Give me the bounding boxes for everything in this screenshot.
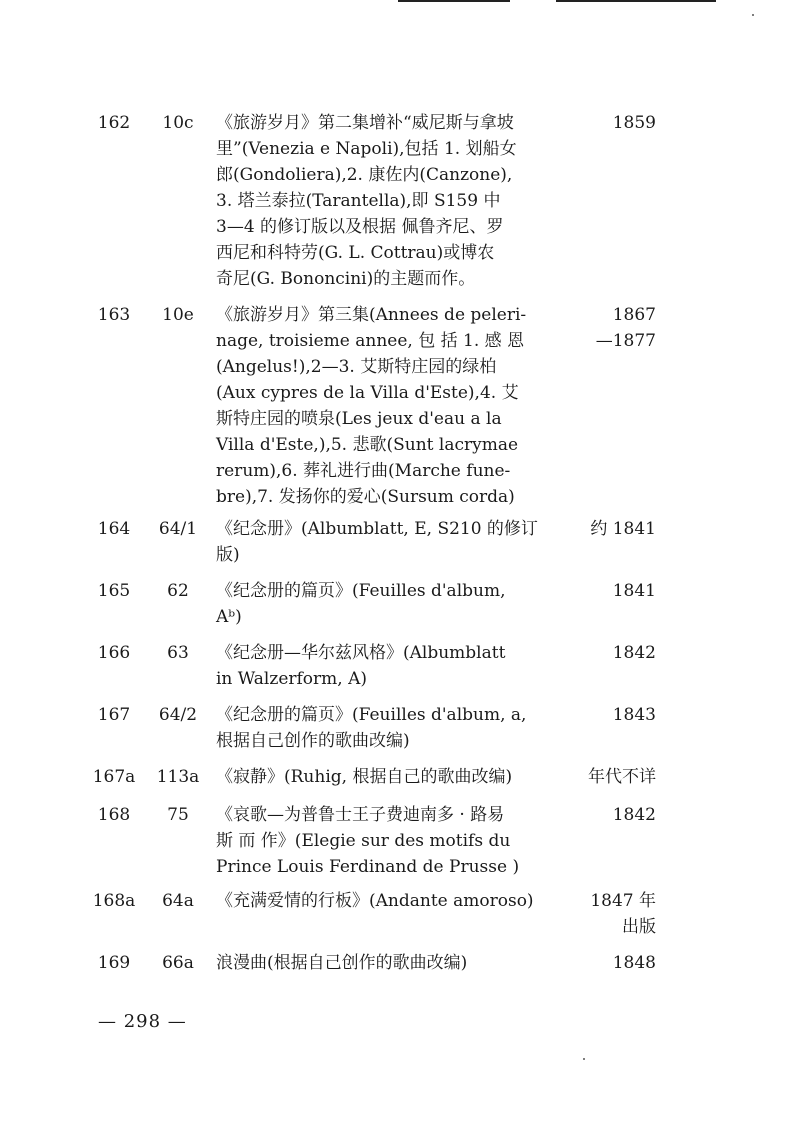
- work-title-line: 《纪念册》(Albumblatt, E, S210 的修订: [216, 519, 538, 539]
- entry-number: 162: [97, 113, 131, 133]
- work-title: [216, 640, 566, 692]
- work-title: [216, 578, 566, 630]
- work-title-line: Villa d'Este,),5. 悲歌(Sunt lacrymae: [216, 435, 519, 455]
- composition-year: [572, 888, 656, 940]
- year-line: 1848: [612, 953, 656, 973]
- work-title-line: bre),7. 发扬你的爱心(Sursum corda): [216, 487, 515, 507]
- work-title-line: (Angelus!),2—3. 艾斯特庄园的绿柏: [216, 357, 497, 377]
- catalog-number: 75: [167, 805, 189, 825]
- year-line: 1859: [612, 113, 656, 133]
- scan-speck: [752, 14, 754, 16]
- catalog-number: 63: [167, 643, 189, 663]
- composition-year: [572, 640, 656, 666]
- composition-year: [572, 302, 656, 354]
- work-title-line: 里”(Venezia e Napoli),包括 1. 划船女: [216, 139, 517, 159]
- catalog-number: 64/1: [158, 519, 198, 539]
- work-title-line: 《纪念册的篇页》(Feuilles d'album, a,: [216, 705, 527, 725]
- year-line: 1842: [612, 805, 656, 825]
- composition-year: [572, 110, 656, 136]
- composition-year: [572, 578, 656, 604]
- scan-speck: [583, 1058, 585, 1060]
- work-title-line: 根据自己创作的歌曲改编): [216, 731, 410, 751]
- work-title-line: 郎(Gondoliera),2. 康佐内(Canzone),: [216, 165, 513, 185]
- year-line: —1877: [595, 331, 656, 351]
- entry-number: 168a: [92, 891, 136, 911]
- work-title-line: 浪漫曲(根据自己创作的歌曲改编): [216, 953, 468, 973]
- work-title-line: 斯 而 作》(Elegie sur des motifs du: [216, 831, 511, 851]
- work-title: [216, 516, 566, 568]
- catalog-number: 64/2: [158, 705, 198, 725]
- work-title-line: 3—4 的修订版以及根据 佩鲁齐尼、罗: [216, 217, 504, 237]
- work-title-line: 《寂静》(Ruhig, 根据自己的歌曲改编): [216, 767, 513, 787]
- work-title-line: rerum),6. 葬礼进行曲(Marche fune-: [216, 461, 511, 481]
- work-title-line: 《旅游岁月》第二集增补“威尼斯与拿坡: [216, 113, 514, 133]
- catalog-number: 10c: [162, 113, 194, 133]
- composition-year: [572, 764, 656, 790]
- work-title-line: Aᵇ): [216, 607, 242, 627]
- work-title: [216, 110, 566, 292]
- work-title-line: 《纪念册—华尔兹风格》(Albumblatt: [216, 643, 506, 663]
- year-line: 约 1841: [590, 519, 656, 539]
- work-title-line: 《哀歌—为普鲁士王子费迪南多 · 路易: [216, 805, 505, 825]
- work-title-line: Prince Louis Ferdinand de Prusse ): [216, 857, 520, 877]
- year-line: 年代不详: [588, 767, 656, 787]
- top-rule-left: [398, 0, 510, 2]
- catalog-number: 62: [167, 581, 189, 601]
- composition-year: [572, 950, 656, 976]
- year-line: 1841: [612, 581, 656, 601]
- work-title-line: 奇尼(G. Bononcini)的主题而作。: [216, 269, 476, 289]
- work-title: [216, 302, 566, 510]
- work-title: [216, 764, 566, 790]
- work-title: [216, 802, 566, 880]
- work-title: [216, 888, 566, 914]
- entry-number: 169: [97, 953, 131, 973]
- work-title-line: nage, troisieme annee, 包 括 1. 感 恩: [216, 331, 525, 351]
- composition-year: [572, 802, 656, 828]
- work-title-line: 《纪念册的篇页》(Feuilles d'album,: [216, 581, 506, 601]
- catalog-number: 10e: [162, 305, 194, 325]
- work-title-line: in Walzerform, A): [216, 669, 367, 689]
- page-number: — 298 —: [98, 1011, 187, 1032]
- work-title-line: 《充满爱情的行板》(Andante amoroso): [216, 891, 534, 911]
- entry-number: 166: [97, 643, 131, 663]
- work-title-line: (Aux cypres de la Villa d'Este),4. 艾: [216, 383, 519, 403]
- composition-year: [572, 516, 656, 542]
- year-line: 出版: [622, 917, 656, 937]
- entry-number: 167: [97, 705, 131, 725]
- work-title-line: 3. 塔兰泰拉(Tarantella),即 S159 中: [216, 191, 501, 211]
- entry-number: 168: [97, 805, 131, 825]
- catalog-number: 66a: [162, 953, 194, 973]
- composition-year: [572, 702, 656, 728]
- entry-number: 167a: [92, 767, 136, 787]
- work-title-line: 版): [216, 545, 240, 565]
- year-line: 1847 年: [590, 891, 656, 911]
- year-line: 1867: [612, 305, 656, 325]
- work-title: [216, 950, 566, 976]
- entry-number: 164: [97, 519, 131, 539]
- work-title-line: 西尼和科特劳(G. L. Cottrau)或博农: [216, 243, 495, 263]
- work-title-line: 《旅游岁月》第三集(Annees de peleri-: [216, 305, 527, 325]
- catalog-number: 64a: [162, 891, 194, 911]
- catalog-number: 113a: [156, 767, 200, 787]
- top-rule-right: [556, 0, 716, 2]
- work-title: [216, 702, 566, 754]
- year-line: 1842: [612, 643, 656, 663]
- work-title-line: 斯特庄园的喷泉(Les jeux d'eau a la: [216, 409, 502, 429]
- entry-number: 163: [97, 305, 131, 325]
- entry-number: 165: [97, 581, 131, 601]
- year-line: 1843: [612, 705, 656, 725]
